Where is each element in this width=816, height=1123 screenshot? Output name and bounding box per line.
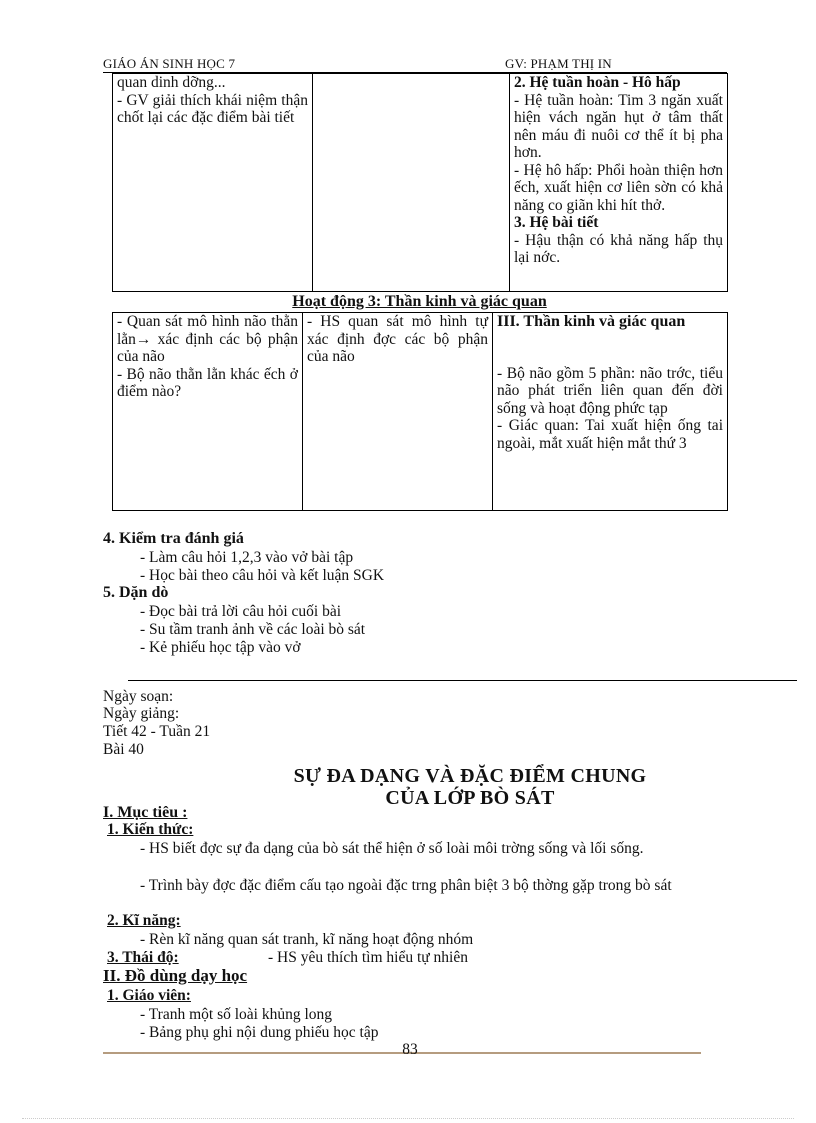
section5-item: - Đọc bài trả lời câu hỏi cuối bài	[140, 603, 342, 620]
respiration-text: - Hệ hô hấp: Phổi hoàn thiện hơn ếch, xuất hiện cơ liên sờn có khả năng co giãn khi hít thở.	[514, 161, 723, 214]
table1-student-column	[313, 74, 510, 292]
senses-text: - Giác quan: Tai xuất hiện ống tai ngoài, mắt xuất hiện mắt thứ 3	[497, 417, 723, 452]
section4-item: - Làm câu hỏi 1,2,3 vào vở bài tập	[140, 549, 354, 566]
table2-col1-task2: - Bộ não thằn lằn khác ếch ở điểm nào?	[117, 365, 298, 400]
teacher-materials-heading: 1. Giáo viên:	[107, 987, 191, 1004]
table1-content-column	[510, 74, 728, 292]
knowledge-heading: 1. Kiến thức:	[107, 821, 194, 838]
table1-col1-line1: quan dinh dỡng...	[117, 74, 226, 91]
header-left: GIÁO ÁN SINH HỌC 7	[103, 56, 236, 71]
table2-col1-task1: - Quan sát mô hình não thằn lằn→ xác định các bộ phận của não	[117, 313, 298, 365]
section4-title: 4. Kiểm tra đánh giá	[103, 530, 244, 547]
lesson-title-line2: CỦA LỚP BÒ SÁT	[385, 787, 555, 809]
activity3-title: Hoạt động 3: Thần kinh và giác quan	[292, 293, 547, 310]
brain-text: - Bộ não gồm 5 phần: não trớc, tiểu não phát triển liên quan đến đời sống và hoạt động phức tạp	[497, 364, 723, 417]
heading-excretion: 3. Hệ bài tiết	[514, 214, 599, 231]
materials-item: - Bảng phụ ghi nội dung phiếu học tập	[140, 1024, 379, 1041]
circulation-text: - Hệ tuần hoàn: Tim 3 ngăn xuất hiện vách ngăn hụt ở tâm thất nên máu đi nuôi cơ thể ít bị pha hơn.	[514, 91, 723, 161]
table2-student-column: - HS quan sát mô hình tự xác định đợc các bộ phận của não	[303, 313, 493, 511]
activity2-table	[112, 73, 728, 292]
lesson-title-line1: SỰ ĐA DẠNG VÀ ĐẶC ĐIỂM CHUNG	[293, 765, 647, 787]
attitude-item: - HS yêu thích tìm hiểu tự nhiên	[268, 949, 468, 966]
header-right: GV: PHẠM THỊ IN	[505, 56, 612, 71]
section5-title: 5. Dặn dò	[103, 584, 169, 601]
lesson-number: Bài 40	[103, 741, 144, 758]
section5-item: - Su tầm tranh ảnh về các loài bò sát	[140, 621, 366, 638]
teach-date: Ngày giảng:	[103, 705, 180, 722]
heading-circulation-respiration: 2. Hệ tuần hoàn - Hô hấp	[514, 74, 681, 91]
table1-col1-line2: - GV giải thích khái niệm thận chốt lại các đặc điểm bài tiết	[117, 91, 308, 126]
activity3-table	[112, 312, 728, 511]
materials-item: - Tranh một số loài khủng long	[140, 1006, 333, 1023]
knowledge-item: - Trình bày đợc đặc điểm cấu tạo ngoài đặc trng phân biệt 3 bộ thờng gặp trong bò sát	[140, 877, 672, 894]
excretion-text: - Hậu thận có khả năng hấp thụ lại nớc.	[514, 231, 723, 266]
table1-teacher-column	[113, 74, 313, 292]
heading-nervous-senses: III. Thần kinh và giác quan	[497, 313, 686, 330]
skills-heading: 2. Kĩ năng:	[107, 912, 181, 929]
period-week: Tiết 42 - Tuần 21	[103, 723, 211, 740]
section-materials-title: II. Đồ dùng dạy học	[103, 966, 248, 985]
section4-item: - Học bài theo câu hỏi và kết luận SGK	[140, 567, 385, 584]
page-edge	[22, 1118, 794, 1119]
section5-item: - Kẻ phiếu học tập vào vở	[140, 639, 301, 656]
attitude-heading: 3. Thái độ:	[107, 949, 179, 966]
section-objectives-title: I. Mục tiêu :	[103, 804, 188, 821]
table2-content-column	[493, 313, 728, 511]
knowledge-item: - HS biết đợc sự đa dạng của bò sát thể hiện ở số loài môi trờng sống và lối sống.	[140, 840, 644, 857]
table2-teacher-column	[113, 313, 303, 511]
page-number: 83	[402, 1041, 418, 1058]
prep-date: Ngày soạn:	[103, 688, 174, 705]
lesson-divider	[128, 680, 797, 681]
skills-item: - Rèn kĩ năng quan sát tranh, kĩ năng hoạt động nhóm	[140, 931, 474, 948]
